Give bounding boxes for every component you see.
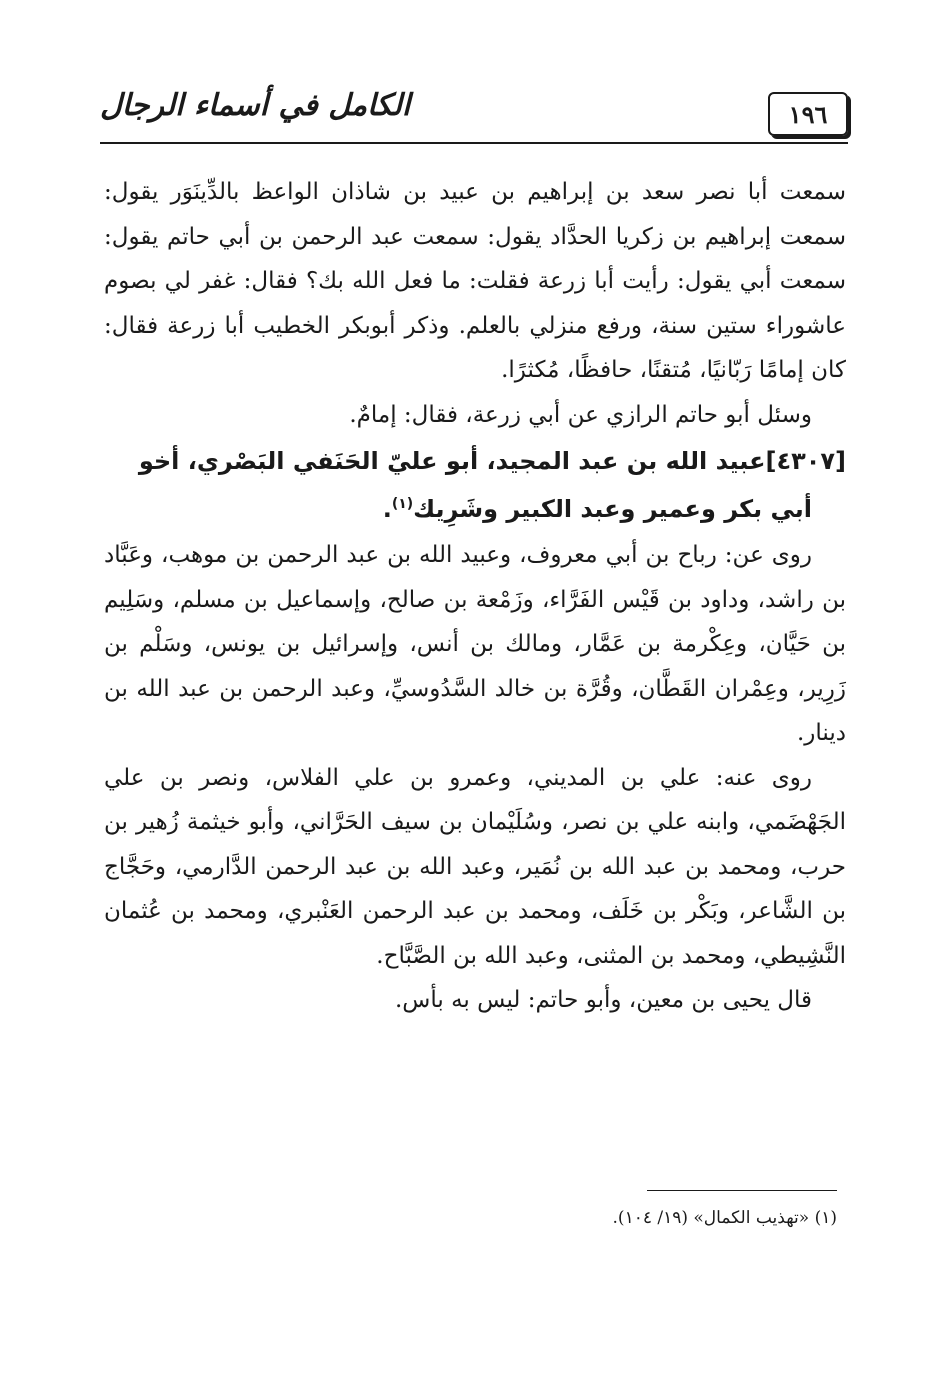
paragraph-abu-hatim-saying: وسئل أبو حاتم الرازي عن أبي زرعة، فقال: إمامٌ.	[349, 401, 812, 428]
entry-title-end: .	[382, 495, 392, 523]
paragraph-abu-zura-dream: سمعت أبا نصر سعد بن إبراهيم بن عبيد بن شاذان الواعظ بالدِّينَوَر يقول: سمعت إبراهيم بن زكريا الحدَّاد يقول: سمعت عبد الرحمن بن أبي حاتم يقول: سمعت أبي يقول: رأيت أبا زرعة فقلت: ما فعل الله بك؟ فقال: غفر لي بصوم عاشوراء ستين سنة، ورفع منزلي بالعلم. وذكر أبوبكر الخطيب أبا زرعة فقال: كان إمامًا رَبّانيًا، مُتقنًا، حافظًا، مُكثرًا.	[104, 179, 846, 383]
paragraph-assessment: قال يحيى بن معين، وأبو حاتم: ليس به بأس.	[394, 987, 812, 1013]
paragraph-narrated-from: روى عن: رباح بن أبي معروف، وعبيد الله بن عبد الرحمن بن موهب، وعَبَّاد بن راشد، وداود بن قَيْس الفَرَّاء، وزَمْعة بن صالح، وإسماعيل بن مسلم، وسَلِيم بن حَيَّان، وعِكْرمة بن عَمَّار، ومالك بن أنس، وإسرائيل بن يونس، وسَلْم بن زَرِير، وعِمْران القَطَّان، وقُرَّة بن خالد السَّدُوسيِّ، وعبد الرحمن بن عبد الله بن دينار.	[104, 542, 846, 746]
entry-title-line2-wrap	[104, 485, 846, 533]
paragraph-narrated-by: روى عنه: علي بن المديني، وعمرو بن علي الفلاس، ونصر بن علي الجَهْضَمي، وابنه علي بن نصر، وسُلَيْمان بن سيف الحَرَّاني، وأبو خيثمة زُهير بن حرب، ومحمد بن عبد الله بن نُمَير، وعبد الله بن عبد الرحمن الدَّارمي، وحَجَّاج بن الشَّاعر، وبَكْر بن خَلَف، ومحمد بن عبد الرحمن العَنْبري، ومحمد بن عُثمان النَّشِيطي، ومحمد بن المثنى، وعبد الله بن الصَّبَّاح.	[104, 764, 846, 969]
footnote-divider	[647, 1190, 837, 1191]
entry-title-line1: عبيد الله بن عبد المجيد، أبو عليّ الحَنَفي البَصْري، أخو	[138, 447, 766, 475]
header-divider	[100, 142, 848, 144]
page-body	[104, 170, 846, 1023]
entry-number: [٤٣٠٧]	[765, 447, 846, 475]
page-number	[768, 92, 848, 136]
entry-title-line2: أبي بكر وعمير وعبد الكبير وشَرِيك	[413, 495, 812, 523]
book-title: الكامل في أسماء الرجال	[100, 88, 411, 123]
page-header	[100, 86, 848, 144]
page-number-text: ١٩٦	[788, 99, 828, 129]
footnote-reference[interactable]: (١)	[391, 496, 414, 512]
entry-heading	[104, 437, 846, 533]
footnote: (١) «تهذيب الكمال» (١٩/ ١٠٤).	[612, 1208, 837, 1228]
